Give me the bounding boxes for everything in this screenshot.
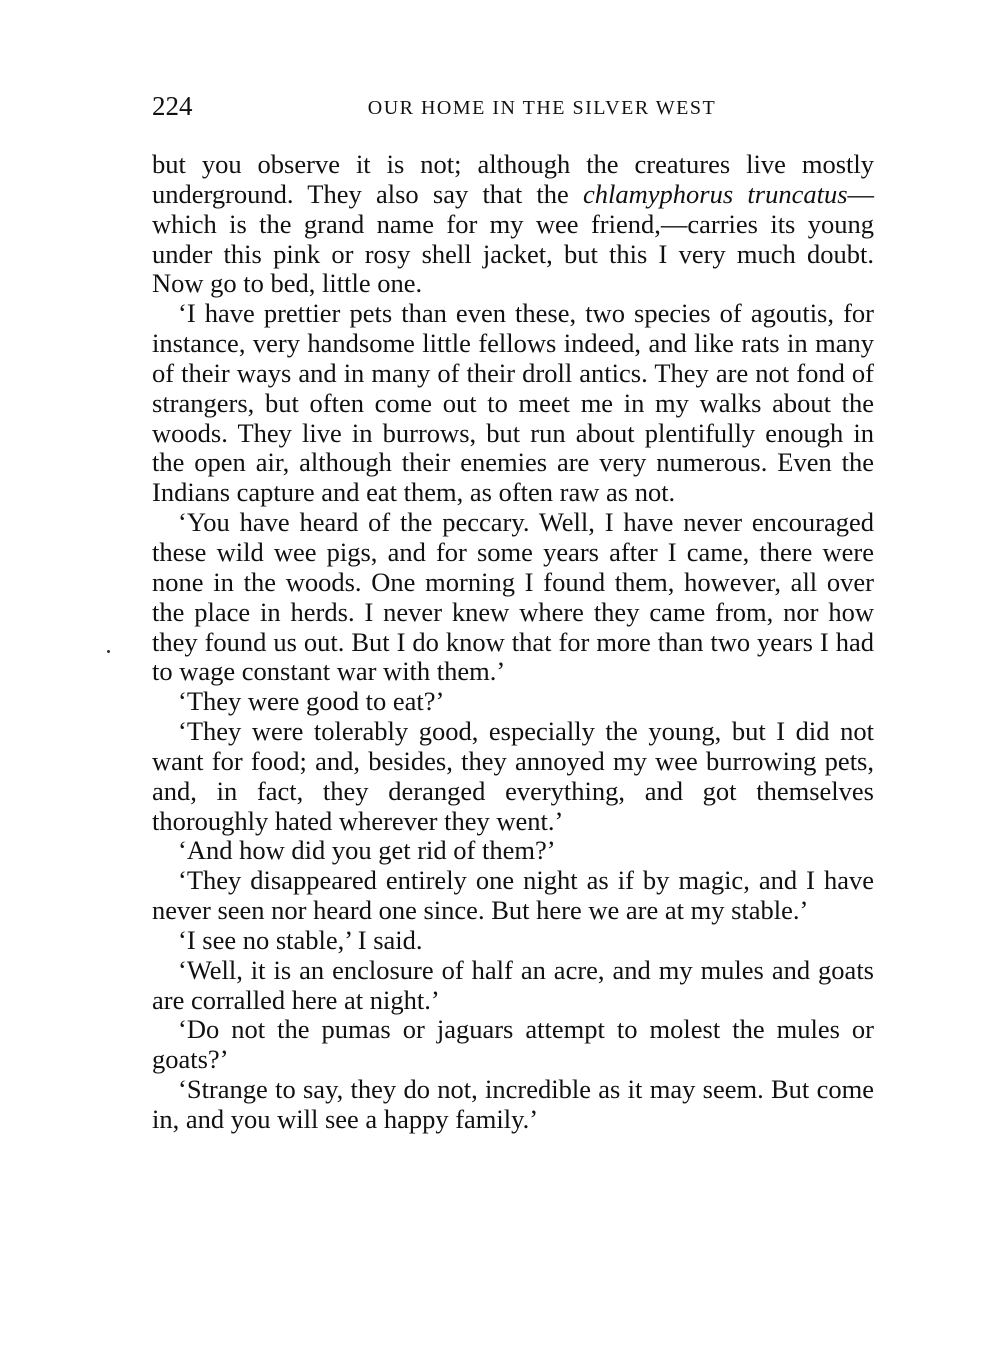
paragraph-4: ‘They were good to eat?’ xyxy=(178,686,445,717)
paragraph-6: ‘And how did you get rid of them?’ xyxy=(178,835,556,866)
species-name: chlamyphorus truncatus xyxy=(583,178,848,209)
paragraph-10: ‘Do not the pumas or jaguars attempt to molest the mules or goats?’ xyxy=(152,1014,874,1075)
paragraph-1: but you observe it is not; although the creatures live mostly underground. They also say that the chlamyphorus truncatus—which is the grand name for my wee friend,—carries its young under this pink or rosy shell jacket, but this I very much doubt. Now go to bed, little one. xyxy=(152,149,875,299)
paragraph-7: ‘They disappeared entirely one night as if by magic, and I have never seen nor heard one since. But here we are at my stable.’ xyxy=(152,865,874,926)
paragraph-8: ‘I see no stable,’ I said. xyxy=(178,924,423,955)
page-header xyxy=(152,88,872,124)
running-title: OUR HOME IN THE SILVER WEST xyxy=(367,97,717,119)
paragraph-2: ‘I have prettier pets than even these, two species of agoutis, for instance, very handsome little fellows indeed, and like rats in many of their ways and in many of their droll antics. They are not fond of strangers, but often come out to meet me in my walks about the woods. They live in burrows, but run about plentifully enough in the open air, although their enemies are very numerous. Even the Indians capture and eat them, as often raw as not. xyxy=(152,298,874,508)
paragraph-9: ‘Well, it is an enclosure of half an acre, and my mules and goats are corralled here at night.’ xyxy=(152,954,874,1015)
paragraph-11: ‘Strange to say, they do not, incredible as it may seem. But come in, and you will see a happy family.’ xyxy=(152,1074,874,1134)
paragraph-3: ‘You have heard of the peccary. Well, I have never encouraged these wild wee pigs, and for some years after I came, there were none in the woods. One morning I found them, however, all over the place in herds. I never knew where they came from, nor how they found us out. But I do know that for more than two years I had to wage constant war with them.’ xyxy=(152,507,874,687)
body-text xyxy=(152,150,874,1135)
paragraph-5: ‘They were tolerably good, especially the young, but I did not want for food; and, besides, they annoyed my wee burrowing pets, and, in fact, they deranged everything, and got themselves thoroughly hated wherever they went.’ xyxy=(152,716,874,836)
page-number: 224 xyxy=(152,91,193,121)
margin-mark xyxy=(107,650,110,653)
